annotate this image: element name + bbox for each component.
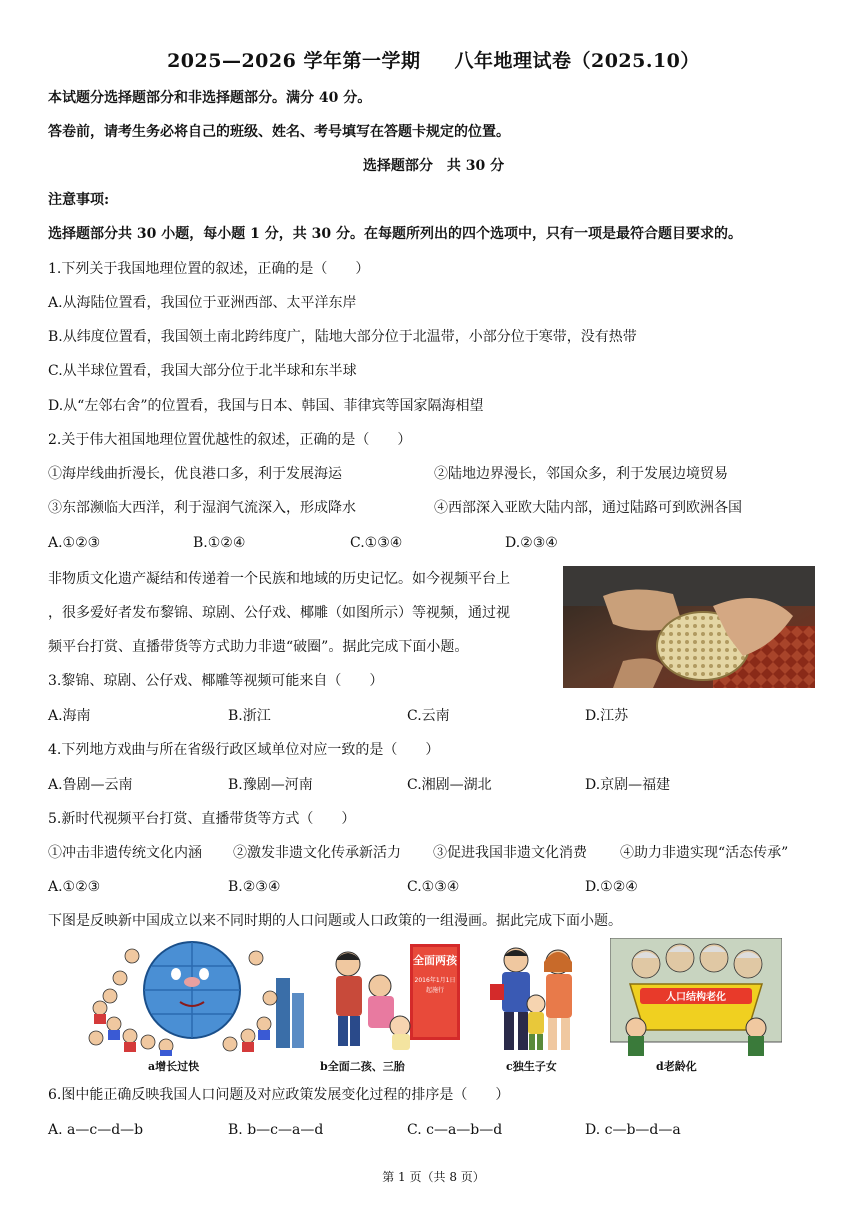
q6-option-b: B. b—c—a—d	[228, 1122, 324, 1138]
q2-option-c: C.①③④	[350, 535, 403, 551]
q6-option-a: A. a—c—d—b	[48, 1122, 144, 1138]
choice-instructions: 选择题部分共 30 小题，每小题 1 分，共 30 分。在每题所列出的四个选项中，只有一项是最符合题目要求的。	[48, 226, 742, 242]
intro-score: 本试题分选择题部分和非选择题部分。满分 40 分。	[48, 90, 372, 106]
coconut-carving-photo	[563, 566, 815, 688]
q5-statement-2: ②激发非遗文化传承新活力	[233, 845, 401, 861]
comic-d-banner: 人口结构老化	[666, 992, 726, 1003]
comic-c-caption: c独生子女	[506, 1060, 557, 1073]
q1-option-c: C.从半球位置看，我国大部分位于北半球和东半球	[48, 363, 357, 379]
q5-statement-3: ③促进我国非遗文化消费	[433, 845, 587, 861]
page-number: 第 1 页（共 8 页）	[382, 1170, 485, 1184]
q6-stem: 6.图中能正确反映我国人口问题及对应政策发展变化过程的排序是（ ）	[48, 1087, 510, 1103]
q1-option-a: A.从海陆位置看，我国位于亚洲西部、太平洋东岸	[48, 295, 357, 311]
comic-b-sign-effective: 起施行	[425, 987, 445, 994]
passage2: 下图是反映新中国成立以来不同时期的人口问题或人口政策的一组漫画。据此完成下面小题。	[48, 913, 622, 929]
q4-option-b: B.豫剧—河南	[228, 777, 313, 793]
q3-option-a: A.海南	[48, 708, 91, 724]
aging-population-comic	[610, 938, 782, 1056]
title-term: 2025—2026 学年第一学期	[167, 50, 421, 72]
q5-option-a: A.①②③	[48, 879, 101, 895]
intro-instruction: 答卷前，请考生务必将自己的班级、姓名、考号填写在答题卡规定的位置。	[48, 124, 510, 140]
q4-stem: 4.下列地方戏曲与所在省级行政区域单位对应一致的是（ ）	[48, 742, 440, 758]
q1-option-d: D.从“左邻右舍”的位置看，我国与日本、韩国、菲律宾等国家隔海相望	[48, 398, 484, 414]
q3-stem: 3.黎锦、琼剧、公仔戏、椰雕等视频可能来自（ ）	[48, 673, 384, 689]
passage1-line2: ，很多爱好者发布黎锦、琼剧、公仔戏、椰雕（如图所示）等视频，通过视	[48, 605, 510, 621]
two-child-policy-comic	[320, 938, 462, 1056]
passage1-line1: 非物质文化遗产凝结和传递着一个民族和地域的历史记忆。如今视频平台上	[48, 571, 510, 587]
q5-stem: 5.新时代视频平台打赏、直播带货等方式（ ）	[48, 811, 356, 827]
passage1-line3: 频平台打赏、直播带货等方式助力非遗“破圈”。据此完成下面小题。	[48, 639, 469, 655]
q5-option-d: D.①②④	[585, 879, 638, 895]
comic-b-sign-date: 2016年1月1日	[414, 977, 456, 984]
crowded-globe-comic	[80, 938, 308, 1056]
q2-statement-3: ③东部濒临大西洋，利于湿润气流深入，形成降水	[48, 500, 356, 516]
title-exam: 八年地理试卷（2025.10）	[454, 50, 700, 72]
q4-option-d: D.京剧—福建	[585, 777, 671, 793]
q2-option-a: A.①②③	[48, 535, 101, 551]
q5-statement-1: ①冲击非遗传统文化内涵	[48, 845, 202, 861]
q5-option-b: B.②③④	[228, 879, 281, 895]
q2-statement-1: ①海岸线曲折漫长，优良港口多，利于发展海运	[48, 466, 342, 482]
q2-stem: 2.关于伟大祖国地理位置优越性的叙述，正确的是（ ）	[48, 432, 412, 448]
q1-stem: 1.下列关于我国地理位置的叙述，正确的是（ ）	[48, 261, 370, 277]
q5-statement-4: ④助力非遗实现“活态传承”	[620, 845, 789, 861]
comic-d-caption: d老龄化	[656, 1060, 697, 1073]
q5-option-c: C.①③④	[407, 879, 460, 895]
q2-statement-2: ②陆地边界漫长，邻国众多，利于发展边境贸易	[434, 466, 728, 482]
q3-option-b: B.浙江	[228, 708, 271, 724]
q4-option-c: C.湘剧—湖北	[407, 777, 492, 793]
q2-option-d: D.②③④	[505, 535, 558, 551]
q2-statement-4: ④西部深入亚欧大陆内部，通过陆路可到欧洲各国	[434, 500, 742, 516]
q4-option-a: A.鲁剧—云南	[48, 777, 133, 793]
q2-option-b: B.①②④	[193, 535, 246, 551]
comic-b-sign-title: 全面两孩	[413, 954, 457, 967]
comic-b-caption: b全面二孩、三胎	[320, 1060, 405, 1073]
notice-heading: 注意事项:	[48, 192, 110, 208]
comic-a-caption: a增长过快	[148, 1060, 200, 1073]
q3-option-d: D.江苏	[585, 708, 629, 724]
one-child-family-comic	[486, 938, 588, 1056]
page-title	[0, 46, 867, 73]
q1-option-b: B.从纬度位置看，我国领土南北跨纬度广，陆地大部分位于北温带，小部分位于寒带，没有热带	[48, 329, 637, 345]
section-heading: 选择题部分 共 30 分	[362, 158, 505, 174]
q6-option-d: D. c—b—d—a	[585, 1122, 681, 1138]
q6-option-c: C. c—a—b—d	[407, 1122, 503, 1138]
q3-option-c: C.云南	[407, 708, 450, 724]
